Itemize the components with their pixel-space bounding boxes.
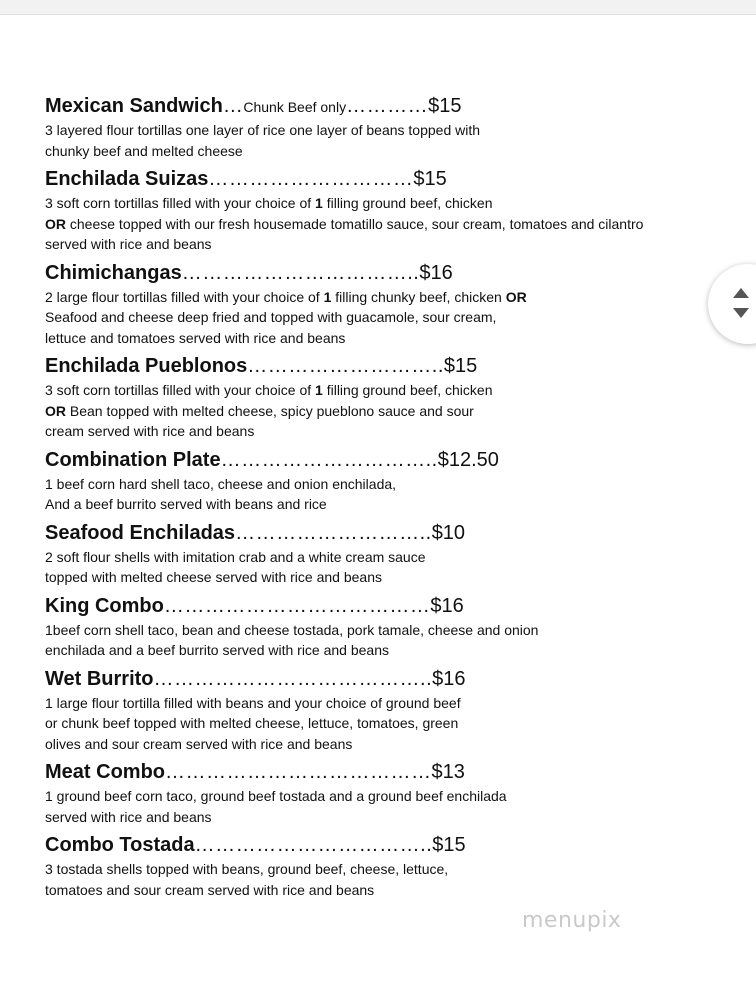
description-text: 2 large flour tortillas filled with your choice of: [45, 288, 324, 305]
description-text: enchilada and a beef burrito served with rice and beans: [45, 642, 389, 658]
description-text: And a beef burrito served with beans and rice: [45, 496, 327, 512]
description-text: tomatoes and sour cream served with rice and beans: [45, 881, 375, 898]
menu-item-title-line: [45, 259, 705, 287]
menu-item-name: Chimichangas: [45, 261, 182, 284]
description-line: [45, 214, 705, 235]
menu-item-description: [45, 859, 705, 900]
description-text: olives and sour cream served with rice and beans: [45, 735, 353, 752]
description-text: topped with melted cheese served with rice and beans: [45, 569, 382, 585]
menu-item-description: [45, 547, 705, 588]
description-text: chunky beef and melted cheese: [45, 142, 243, 159]
menu-item: [45, 519, 705, 588]
description-text: Seafood and cheese deep fried and topped with guacamole, sour cream,: [45, 309, 497, 325]
description-line: [45, 567, 705, 588]
description-text: cheese topped with our fresh housemade tomatillo sauce, sour cream, tomatoes and cilantro: [66, 215, 644, 232]
menu-item-dots: ………………………..: [247, 355, 444, 377]
description-line: [45, 693, 705, 714]
description-line: [45, 234, 705, 255]
description-text: filling ground beef, chicken: [322, 195, 493, 211]
menu-item-name: Seafood Enchiladas: [45, 521, 236, 544]
menu-item-dots: ……………………………..: [194, 834, 433, 856]
description-text: Bean topped with melted cheese, spicy pueblono sauce and sour: [66, 402, 474, 419]
menu-item: [45, 831, 705, 900]
menu-item-title-line: [45, 352, 705, 380]
menupix-watermark: menupix: [522, 908, 622, 933]
description-emphasis: OR: [505, 288, 527, 305]
menu-item: [45, 92, 705, 161]
menu-item-dots: …………………………: [208, 168, 414, 190]
menu-item-description: [45, 287, 705, 349]
menu-item-price: $10: [431, 521, 466, 544]
menu-item-title-line: [45, 592, 705, 620]
description-line: [45, 307, 705, 328]
menu-item: [45, 165, 705, 255]
menu-item-dots: ………………………..: [235, 521, 432, 544]
menu-item-dots: …………: [346, 95, 429, 117]
description-text: filling chunky beef, chicken: [331, 288, 506, 305]
description-text: 2 soft flour shells with imitation crab and a white cream sauce: [45, 548, 426, 565]
menu-item-name: Enchilada Suizas: [45, 168, 209, 190]
menu-item-name: King Combo: [45, 594, 164, 617]
description-line: [45, 547, 705, 568]
menu-item-title-line: [45, 519, 705, 547]
description-line: [45, 120, 705, 141]
menu-item-description: [45, 120, 705, 161]
description-emphasis: 1: [323, 288, 332, 305]
menu-item-description: [45, 193, 705, 255]
top-bar: [0, 0, 756, 15]
menu-item: [45, 446, 705, 515]
menu-item-price: $13: [431, 761, 465, 783]
description-text: or chunk beef topped with melted cheese, lettuce, tomatoes, green: [45, 715, 459, 731]
description-text: 1 beef corn hard shell taco, cheese and onion enchilada,: [45, 475, 397, 492]
menu-item: [45, 758, 705, 827]
description-line: [45, 474, 705, 495]
description-line: [45, 734, 705, 755]
menu-item-description: [45, 693, 705, 755]
menu-item-title-line: [45, 446, 705, 474]
menu-item-dots: …………………………………: [165, 761, 432, 783]
scroll-down-icon[interactable]: [733, 308, 749, 318]
menu-item-dots: …………………………..: [220, 448, 438, 471]
description-text: 3 layered flour tortillas one layer of rice one layer of beans topped with: [45, 122, 481, 138]
description-text: served with rice and beans: [45, 236, 212, 252]
menu-item-description: [45, 620, 705, 661]
description-line: [45, 640, 705, 661]
description-emphasis: 1: [315, 195, 323, 211]
menu-item-name: Enchilada Pueblonos: [45, 355, 248, 377]
menu-item-price: $16: [419, 261, 453, 284]
description-line: [45, 328, 705, 349]
description-line: [45, 421, 705, 442]
description-text: cream served with rice and beans: [45, 423, 255, 439]
menu-item-description: [45, 786, 705, 827]
description-text: served with rice and beans: [45, 808, 212, 825]
description-text: 1beef corn shell taco, bean and cheese tostada, pork tamale, cheese and onion: [45, 621, 539, 638]
menu-item-name: Combination Plate: [45, 448, 221, 471]
menu-item-note: Chunk Beef only: [243, 99, 347, 115]
description-line: [45, 713, 705, 734]
menu-item-dots: …………………………………: [163, 594, 431, 617]
menu-item-name: Wet Burrito: [45, 667, 154, 690]
menu-item-price: $16: [430, 594, 464, 617]
description-text: 3 soft corn tortillas filled with your choice of: [45, 195, 316, 211]
menu-item-name: Mexican Sandwich: [45, 95, 223, 117]
menu-item-name: Meat Combo: [45, 761, 165, 783]
menu-item: [45, 259, 705, 349]
description-line: [45, 880, 705, 901]
menu-item-title-line: [45, 165, 705, 193]
description-text: 3 soft corn tortillas filled with your choice of: [45, 382, 316, 398]
menu-item: [45, 665, 705, 755]
description-text: lettuce and tomatoes served with rice and beans: [45, 329, 346, 346]
menu-item-title-line: [45, 92, 705, 120]
description-line: [45, 193, 705, 214]
description-line: [45, 620, 705, 641]
menu-item-price: $15: [432, 834, 466, 856]
menu-item-description: [45, 474, 705, 515]
menu-item-name: Combo Tostada: [45, 834, 195, 856]
description-line: [45, 859, 705, 880]
menu-item-price: $12.50: [437, 448, 499, 471]
description-line: [45, 807, 705, 828]
scroll-up-icon[interactable]: [733, 288, 749, 298]
description-text: 3 tostada shells topped with beans, ground beef, cheese, lettuce,: [45, 861, 449, 877]
menu-item-description: [45, 380, 705, 442]
description-line: [45, 380, 705, 401]
menu-item-title-line: [45, 831, 705, 859]
description-emphasis: OR: [45, 402, 66, 419]
description-emphasis: 1: [315, 382, 323, 398]
description-text: 1 ground beef corn taco, ground beef tostada and a ground beef enchilada: [45, 788, 507, 804]
description-emphasis: OR: [45, 215, 66, 232]
description-line: [45, 786, 705, 807]
menu-item-dots: …………………………………..: [153, 667, 433, 690]
description-text: 1 large flour tortilla filled with beans and your choice of ground beef: [45, 694, 461, 711]
description-line: [45, 401, 705, 422]
description-line: [45, 141, 705, 162]
description-text: filling ground beef, chicken: [322, 382, 493, 398]
menu-item-title-line: [45, 665, 705, 693]
menu-list: [45, 92, 705, 904]
menu-item: [45, 352, 705, 442]
menu-item-price: $15: [413, 168, 447, 190]
description-line: [45, 287, 705, 308]
menu-item-dots: ……………………………..: [181, 261, 420, 284]
page-scroll-control[interactable]: [708, 264, 756, 344]
description-line: [45, 494, 705, 515]
menu-item-price: $16: [432, 667, 466, 690]
menu-item-lead-dots: …: [222, 95, 244, 117]
menu-item: [45, 592, 705, 661]
menu-item-title-line: [45, 758, 705, 786]
menu-item-price: $15: [428, 95, 462, 117]
menu-item-price: $15: [443, 355, 478, 377]
